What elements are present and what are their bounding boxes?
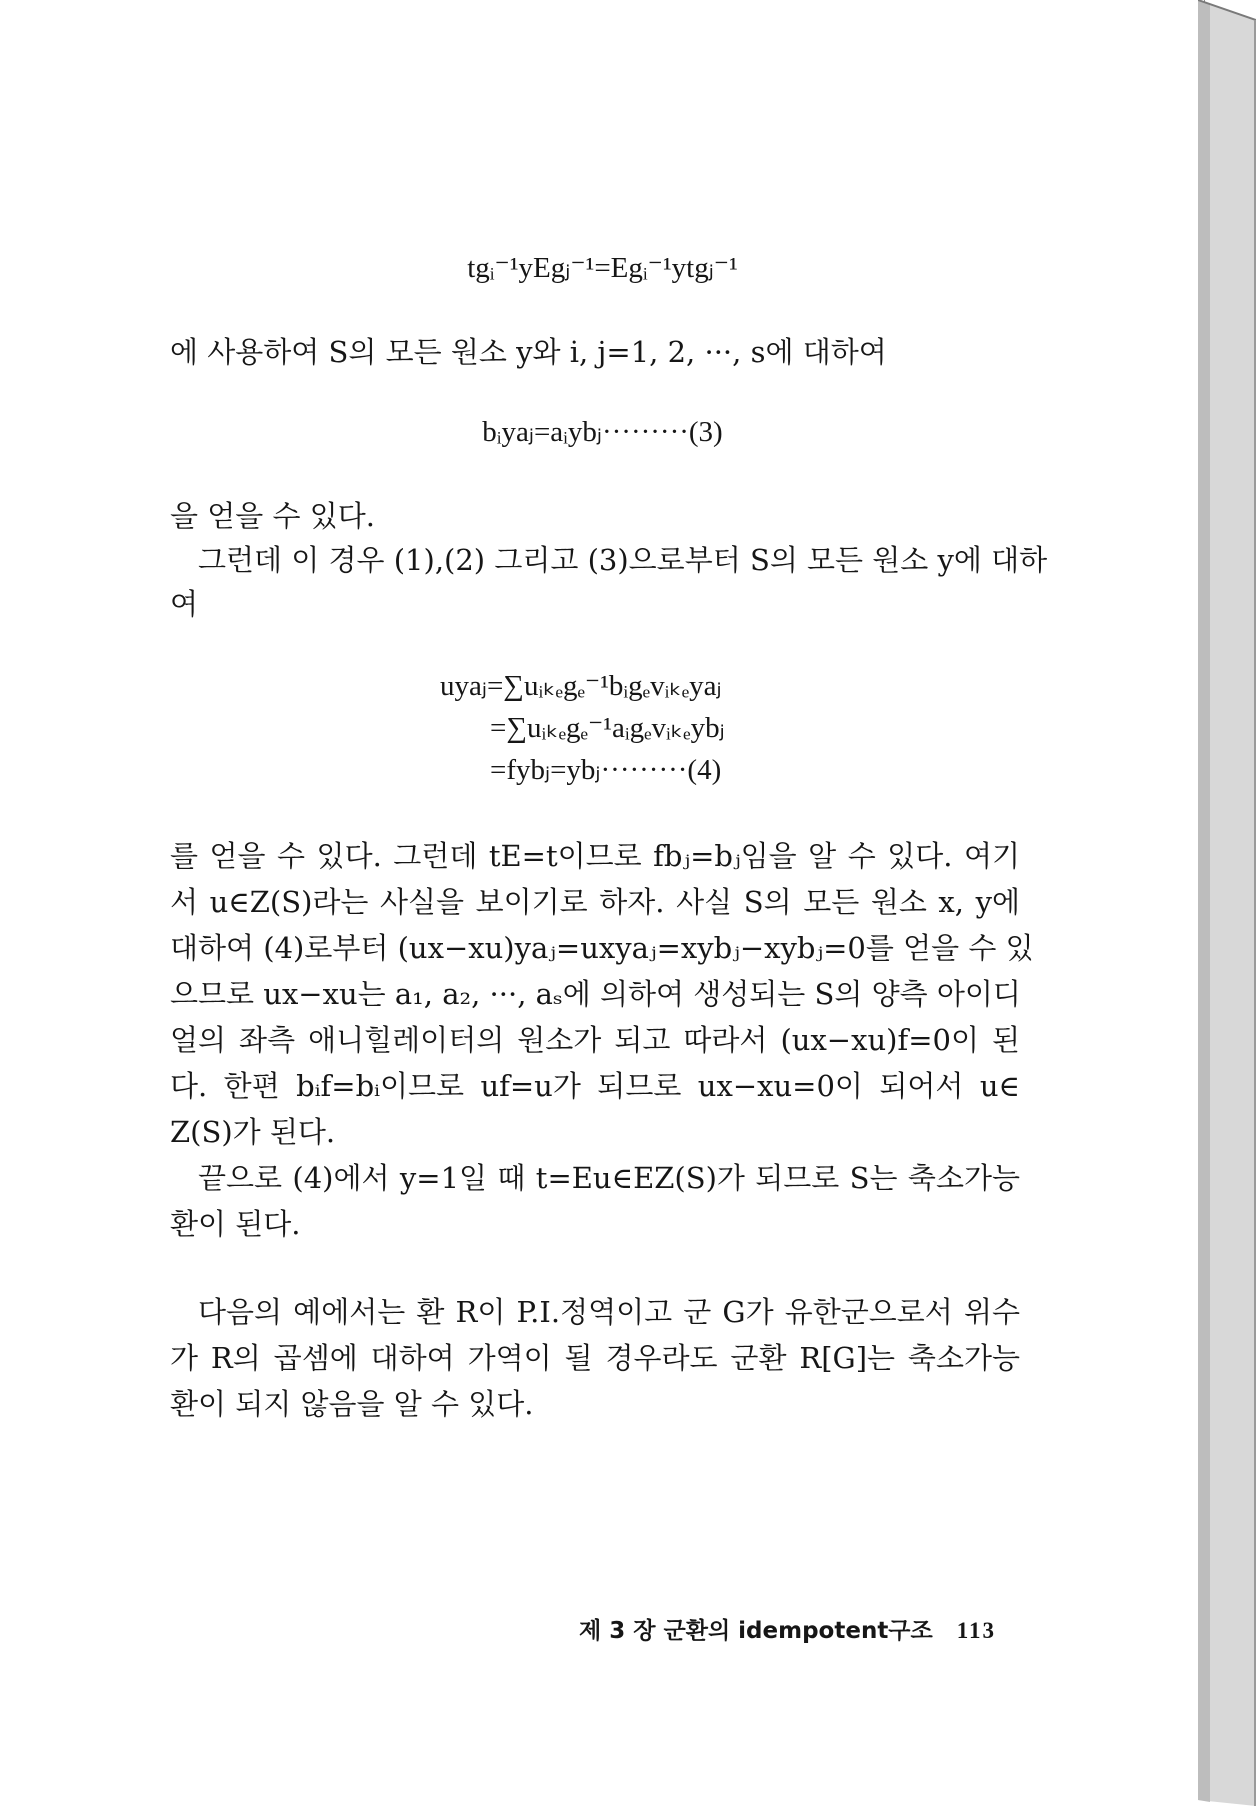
text-line-9: 얼의 좌측 애니힐레이터의 원소가 되고 따라서 (ux−xu)f=0이 된 (170, 1023, 1020, 1057)
page-edge-shadow (1198, 0, 1256, 1806)
text-line-3: 그런데 이 경우 (1),(2) 그리고 (3)으로부터 S의 모든 원소 y에 대하 (198, 543, 1048, 577)
text-line-13: 환이 된다. (170, 1207, 301, 1241)
text-line-4: 여 (170, 587, 199, 621)
text-line-6: 서 u∈Z(S)라는 사실을 보이기로 하자. 사실 S의 모든 원소 x, y에 (170, 885, 1020, 919)
text-line-8: 으므로 ux−xu는 a₁, a₂, ···, aₛ에 의하여 생성되는 S의 양측 아이디 (170, 977, 1021, 1011)
page-footer (579, 1612, 996, 1645)
text-line-16: 환이 되지 않음을 알 수 있다. (170, 1387, 534, 1421)
equation-4-line-3: =fybⱼ=ybⱼ·········(4) (490, 754, 722, 786)
equation-1: tgᵢ⁻¹yEgⱼ⁻¹=Egᵢ⁻¹ytgⱼ⁻¹ (467, 252, 738, 284)
equation-4-line-1: uyaⱼ=∑uᵢₖₑgₑ⁻¹bᵢgₑvᵢₖₑyaⱼ (440, 670, 722, 702)
equation-3: bᵢyaⱼ=aᵢybⱼ·········(3) (482, 416, 723, 448)
text-line-11: Z(S)가 된다. (170, 1115, 336, 1149)
text-line-12: 끝으로 (4)에서 y=1일 때 t=Eu∈EZ(S)가 되므로 S는 축소가능 (198, 1161, 1020, 1195)
page-number: 113 (956, 1618, 996, 1643)
text-line-5: 를 얻을 수 있다. 그런데 tE=t이므로 fbⱼ=bⱼ임을 알 수 있다. 여기 (170, 839, 1020, 873)
equation-4-line-2: =∑uᵢₖₑgₑ⁻¹aᵢgₑvᵢₖₑybⱼ (490, 712, 725, 744)
text-line-1: 에 사용하여 S의 모든 원소 y와 i, j=1, 2, ···, s에 대하여 (170, 335, 887, 369)
text-line-7: 대하여 (4)로부터 (ux−xu)yaⱼ=uxyaⱼ=xybⱼ−xybⱼ=0를 얻을 수 있 (170, 931, 1034, 965)
text-line-15: 가 R의 곱셈에 대하여 가역이 될 경우라도 군환 R[G]는 축소가능 (170, 1341, 1020, 1375)
chapter-title: 제 3 장 군환의 idempotent구조 (579, 1618, 933, 1644)
text-line-14: 다음의 예에서는 환 R이 P.I.정역이고 군 G가 유한군으로서 위수 (198, 1295, 1020, 1329)
text-line-10: 다. 한편 bᵢf=bᵢ이므로 uf=u가 되므로 ux−xu=0이 되어서 u∈ (170, 1069, 1020, 1103)
text-line-2: 을 얻을 수 있다. (170, 499, 375, 533)
